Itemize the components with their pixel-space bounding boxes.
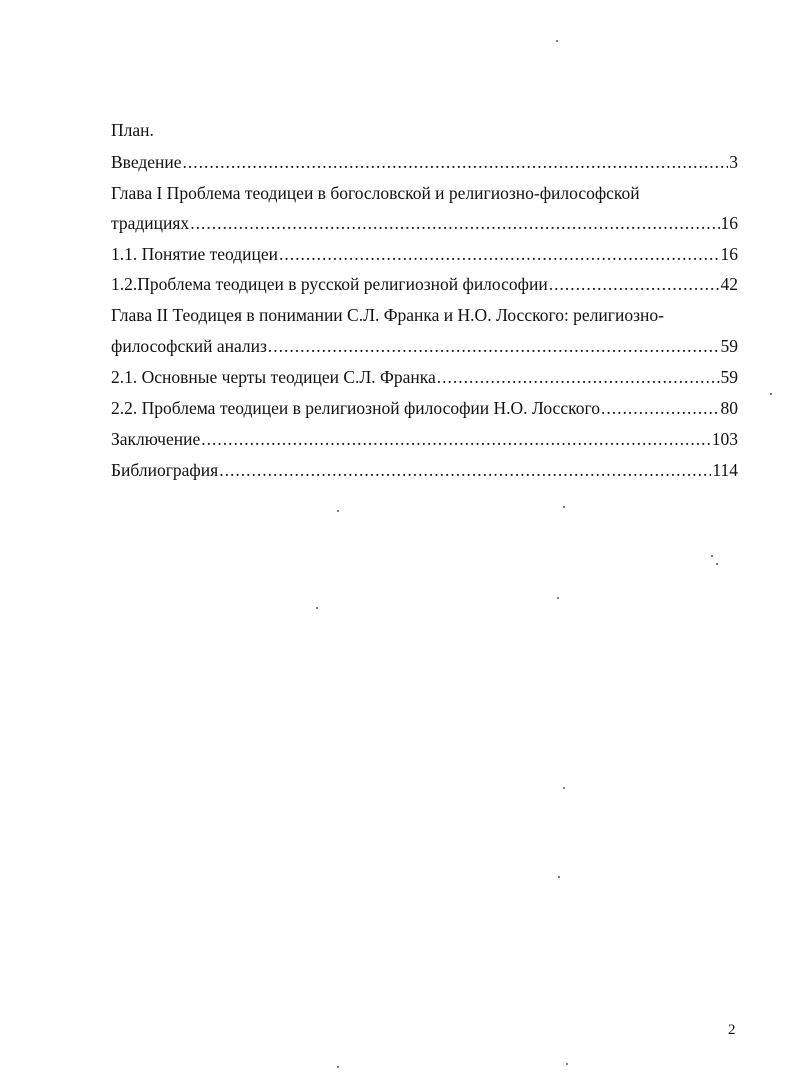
page-number: 2 — [728, 1022, 736, 1038]
toc-leader-dots — [268, 335, 720, 357]
scan-speck — [566, 1063, 568, 1065]
scan-speck — [557, 597, 559, 599]
toc-entry-title: 2.2. Проблема теодицеи в религиозной философии Н.О. Лосского — [111, 398, 600, 418]
toc-leader-dots — [601, 397, 720, 419]
toc-entry-title: философский анализ — [111, 336, 267, 356]
toc-entry-title: 1.2.Проблема теодицеи в русской религиозной философии — [111, 274, 548, 294]
toc-entry-title: Заключение — [111, 429, 201, 449]
toc-chapter-1-line1: Глава I Проблема теодицеи в богословской и религиозно-философской — [111, 183, 640, 203]
toc-entry-page: 42 — [720, 274, 738, 294]
toc-entry-bibliography — [111, 459, 738, 481]
toc-entry-page: 114 — [712, 460, 738, 480]
plan-heading: План. — [111, 120, 154, 140]
scan-speck — [711, 555, 713, 557]
toc-leader-dots — [279, 243, 719, 265]
toc-leader-dots — [183, 151, 729, 173]
scan-speck — [716, 563, 718, 565]
toc-chapter-2-line1: Глава II Теодицея в понимании С.Л. Франка и Н.О. Лосского: религиозно- — [111, 305, 664, 325]
toc-entry-title: Библиография — [111, 460, 219, 480]
toc-leader-dots — [549, 273, 720, 295]
toc-entry-page: 103 — [711, 429, 738, 449]
scan-speck — [337, 1066, 339, 1068]
scan-speck — [770, 393, 772, 395]
toc-entry-conclusion — [111, 428, 738, 450]
toc-entry-page: 16 — [720, 244, 738, 264]
toc-entry-section-2-1 — [111, 366, 738, 388]
toc-leader-dots — [190, 212, 719, 234]
scan-speck — [556, 40, 558, 42]
toc-entry-page: 59 — [720, 336, 738, 356]
toc-entry-title: Введение — [111, 152, 182, 172]
scan-speck — [563, 787, 565, 789]
toc-entry-section-1-2 — [111, 273, 738, 295]
toc-entry-section-2-2 — [111, 397, 738, 419]
toc-entry-page: 16 — [720, 213, 738, 233]
toc-entry-page: 80 — [720, 398, 738, 418]
scan-speck — [337, 510, 339, 512]
toc-entry-page: 59 — [720, 367, 738, 387]
scan-speck — [563, 506, 565, 508]
scan-speck — [558, 876, 560, 878]
toc-entry-section-1-1 — [111, 243, 738, 265]
toc-entry-title: 2.1. Основные черты теодицеи С.Л. Франка — [111, 367, 436, 387]
toc-entry-introduction — [111, 151, 738, 173]
toc-leader-dots — [437, 366, 720, 388]
toc-entry-page: 3 — [729, 152, 738, 172]
toc-entry-chapter-1 — [111, 212, 738, 234]
scan-speck — [316, 607, 318, 609]
toc-entry-title: 1.1. Понятие теодицеи — [111, 244, 279, 264]
toc-leader-dots — [201, 428, 711, 450]
toc-entry-title: традициях — [111, 213, 190, 233]
toc-leader-dots — [219, 459, 711, 481]
toc-entry-chapter-2 — [111, 335, 738, 357]
